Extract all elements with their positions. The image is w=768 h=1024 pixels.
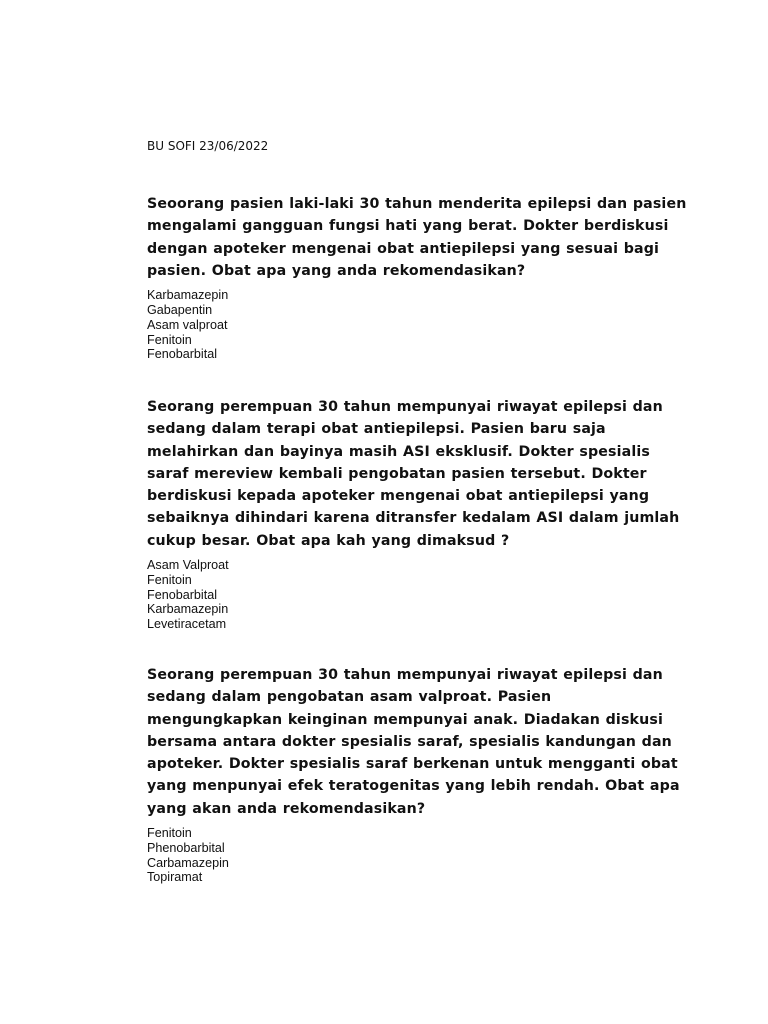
option-item: Gabapentin — [147, 302, 213, 317]
question-2 — [147, 396, 687, 632]
option-item: Fenobarbital — [147, 587, 218, 602]
option-item: Karbamazepin — [147, 288, 229, 303]
question-1 — [147, 193, 687, 362]
question-1-text: Seoorang pasien laki-laki 30 tahun menderita epilepsi dan pasien mengalami gangguan fungsi hati yang berat. Dokter berdiskusi dengan apoteker mengenai obat antiepilepsi yang sesuai bagi pasien. Obat apa yang anda rekomendasikan? — [147, 196, 687, 279]
question-2-options — [147, 558, 687, 632]
option-item: Carbamazepin — [147, 855, 229, 870]
option-item: Asam Valproat — [147, 558, 229, 573]
option-item: Fenobarbital — [147, 347, 218, 362]
option-item: Fenitoin — [147, 826, 192, 841]
option-item: Fenitoin — [147, 332, 192, 347]
option-item: Topiramat — [147, 870, 203, 885]
question-3-text: Seorang perempuan 30 tahun mempunyai riwayat epilepsi dan sedang dalam pengobatan asam valproat. Pasien mengungkapkan keinginan mempunyai anak. Diadakan diskusi bersama antara dokter spesialis saraf, spesialis kandungan dan apoteker. Dokter spesialis saraf berkenan untuk mengganti obat yang menpunyai efek teratogenitas yang lebih rendah. Obat apa yang akan anda rekomendasikan? — [147, 667, 680, 817]
question-3-options — [147, 826, 687, 885]
option-item: Levetiracetam — [147, 617, 227, 632]
document-header: BU SOFI 23/06/2022 — [147, 139, 269, 153]
option-item: Karbamazepin — [147, 602, 229, 617]
question-3 — [147, 664, 687, 885]
option-item: Asam valproat — [147, 317, 228, 332]
option-item: Fenitoin — [147, 572, 192, 587]
question-1-options — [147, 288, 687, 362]
option-item: Phenobarbital — [147, 840, 225, 855]
question-2-text: Seorang perempuan 30 tahun mempunyai riwayat epilepsi dan sedang dalam terapi obat antiepilepsi. Pasien baru saja melahirkan dan bayinya masih ASI eksklusif. Dokter spesialis saraf mereview kembali pengobatan pasien tersebut. Dokter berdiskusi kepada apoteker mengenai obat antiepilepsi yang sebaiknya dihindari karena ditransfer kedalam ASI dalam jumlah cukup besar. Obat apa kah yang dimaksud ? — [147, 399, 680, 549]
